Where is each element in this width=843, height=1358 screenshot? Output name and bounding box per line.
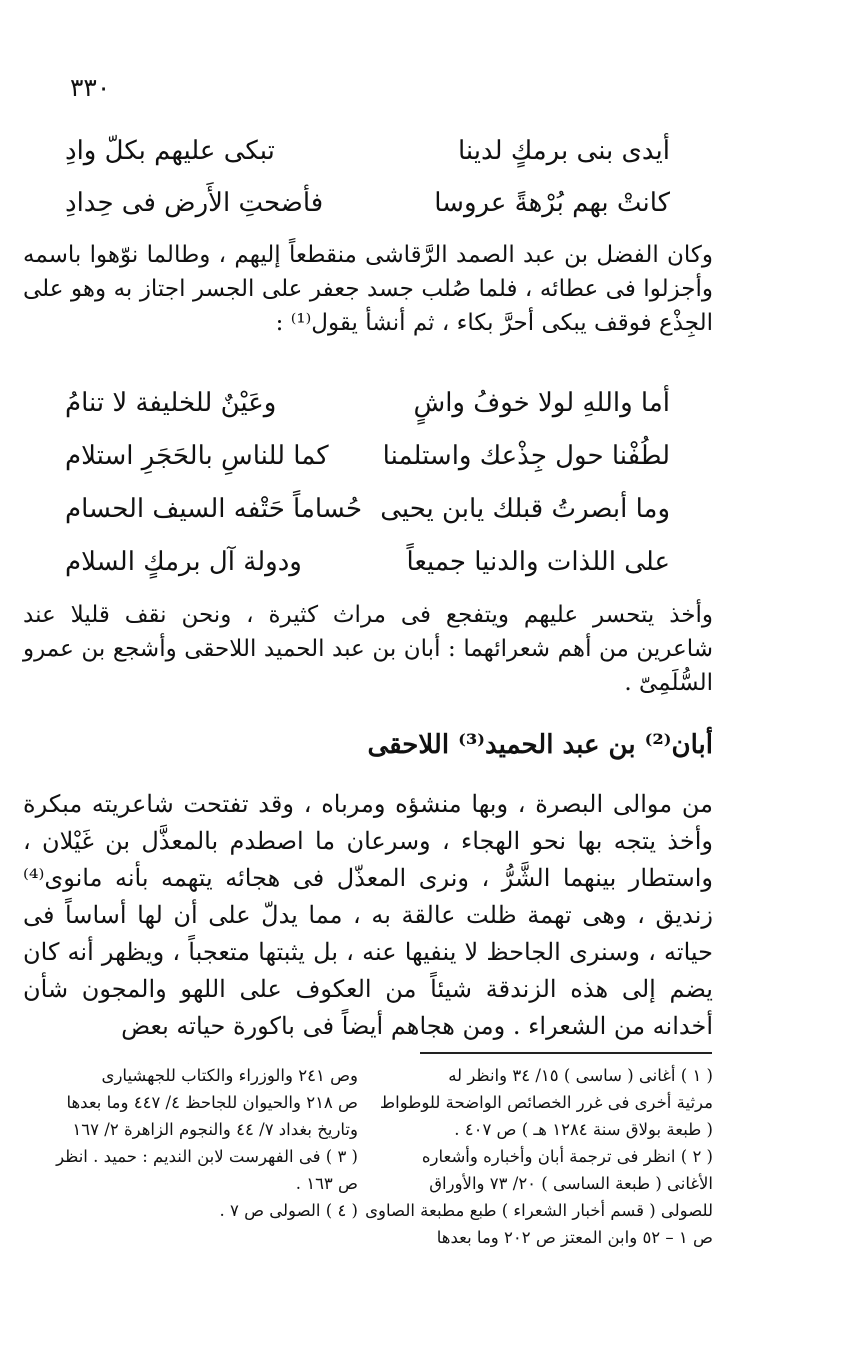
verse-first-hemistich: أما واللهِ لولا خوفُ واشٍ (413, 388, 670, 418)
page-number: ٣٣٠ (70, 73, 111, 102)
verse-first-hemistich: أيدى بنى برمكٍ لدينا (458, 136, 670, 166)
verse-first-hemistich: كانتْ بهم بُرْهةً عروسا (434, 188, 670, 218)
footnote-divider (420, 1052, 712, 1054)
footnote-line: للصولى ( قسم أخبار الشعراء ) طبع مطبعة الصاوى (365, 1201, 713, 1220)
footnote-line: وتاريخ بغداد ٧/ ٤٤ والنجوم الزاهرة ٢/ ١٦٧ (72, 1120, 358, 1139)
paragraph-fadl-raqashi: وكان الفضل بن عبد الصمد الرَّقاشى منقطعاً إليهم ، وطالما نوّهوا باسمه وأجزلوا فى عطائه ، فلما صُلب جسد جعفر على الجسر اجتاز به وهو على الجِذْع فوقف يبكى أحرَّ بكاء ، ثم أنشأ يقول⁽¹⁾ : (23, 242, 713, 336)
verse-second-hemistich: حُساماً حَتْفه السيف الحسام (65, 494, 363, 524)
footnote-line: ( ٤ ) الصولى ص ٧ . (219, 1201, 358, 1220)
footnote-line: الأغانى ( طبعة الساسى ) ٢٠/ ٧٣ والأوراق (429, 1174, 713, 1193)
verse-first-hemistich: لطُفْنا حول جِذْعك واستلمنا (382, 441, 670, 471)
footnote-line: ( ٣ ) فى الفهرست لابن النديم : حميد . انظر (56, 1147, 358, 1166)
verse-line (65, 486, 670, 534)
verse-line (65, 180, 670, 228)
footnote-line: وص ٢٤١ والوزراء والكتاب للجهشيارى (101, 1066, 358, 1085)
verse-first-hemistich: وما أبصرتُ قبلك يابن يحيى (380, 494, 670, 524)
footnote-line: ( طبعة بولاق سنة ١٢٨٤ هـ ) ص ٤٠٧ . (454, 1120, 713, 1139)
verse-line (65, 380, 670, 428)
footnote-line: ( ٢ ) انظر فى ترجمة أبان وأخباره وأشعاره (421, 1147, 713, 1166)
footnote-line: ص ٢١٨ والحيوان للجاحظ ٤/ ٤٤٧ وما بعدها (66, 1093, 358, 1112)
footnotes-right-column (365, 1062, 713, 1251)
footnote-line: ص ١٦٣ . (295, 1174, 358, 1193)
section-heading: أبان⁽²⁾ بن عبد الحميد⁽³⁾ اللاحقى (367, 730, 713, 760)
verse-line (65, 539, 670, 587)
footnotes-left-column (38, 1062, 358, 1224)
verse-second-hemistich: كما للناسِ بالحَجَرِ استلام (65, 441, 329, 471)
paragraph-two-poets: وأخذ يتحسر عليهم ويتفجع فى مراث كثيرة ، ونحن نقف قليلا عند شاعرين من أهم شعرائهما : أبان بن عبد الحميد اللاحقى وأشجع بن عمرو السُّلَمِىّ . (23, 602, 713, 696)
verse-second-hemistich: فأضحتِ الأَرض فى حِدادِ (65, 188, 324, 218)
footnote-line: ( ١ ) أغانى ( ساسى ) ١٥/ ٣٤ وانظر له (448, 1066, 713, 1085)
footnote-line: ص ١ – ٥٢ وابن المعتز ص ٢٠٢ وما بعدها (436, 1228, 713, 1247)
verse-first-hemistich: على اللذات والدنيا جميعاً (406, 547, 670, 577)
verse-line (65, 128, 670, 176)
verse-line (65, 433, 670, 481)
verse-second-hemistich: ودولة آل برمكٍ السلام (65, 547, 302, 577)
verse-second-hemistich: وعَيْنٌ للخليفة لا تنامُ (65, 388, 277, 418)
paragraph-aban-biography: من موالى البصرة ، وبها منشؤه ومرباه ، وقد تفتحت شاعريته مبكرة وأخذ يتجه بها نحو الهجاء ، وسرعان ما اصطدم بالمعذَّل بن غَيْلان ، واستطار بينهما الشَّرُّ ، ونرى المعذّل فى هجائه يتهمه بأنه مانوى⁽⁴⁾ زنديق ، وهى تهمة ظلت عالقة به ، مما يدلّ على أن لها أساساً فى حياته ، وسنرى الجاحظ لا ينفيها عنه ، بل يثبتها متعجباً ، ويظهر أنه كان يضم إلى هذه الزندقة شيئاً من العكوف على اللهو والمجون شأن أخدانه من الشعراء . ومن هجاهم أيضاً فى باكورة حياته بعض (23, 790, 713, 1040)
verse-second-hemistich: تبكى عليهم بكلّ وادِ (65, 136, 275, 166)
footnote-line: مرثية أخرى فى غرر الخصائص الواضحة للوطواط (379, 1093, 713, 1112)
